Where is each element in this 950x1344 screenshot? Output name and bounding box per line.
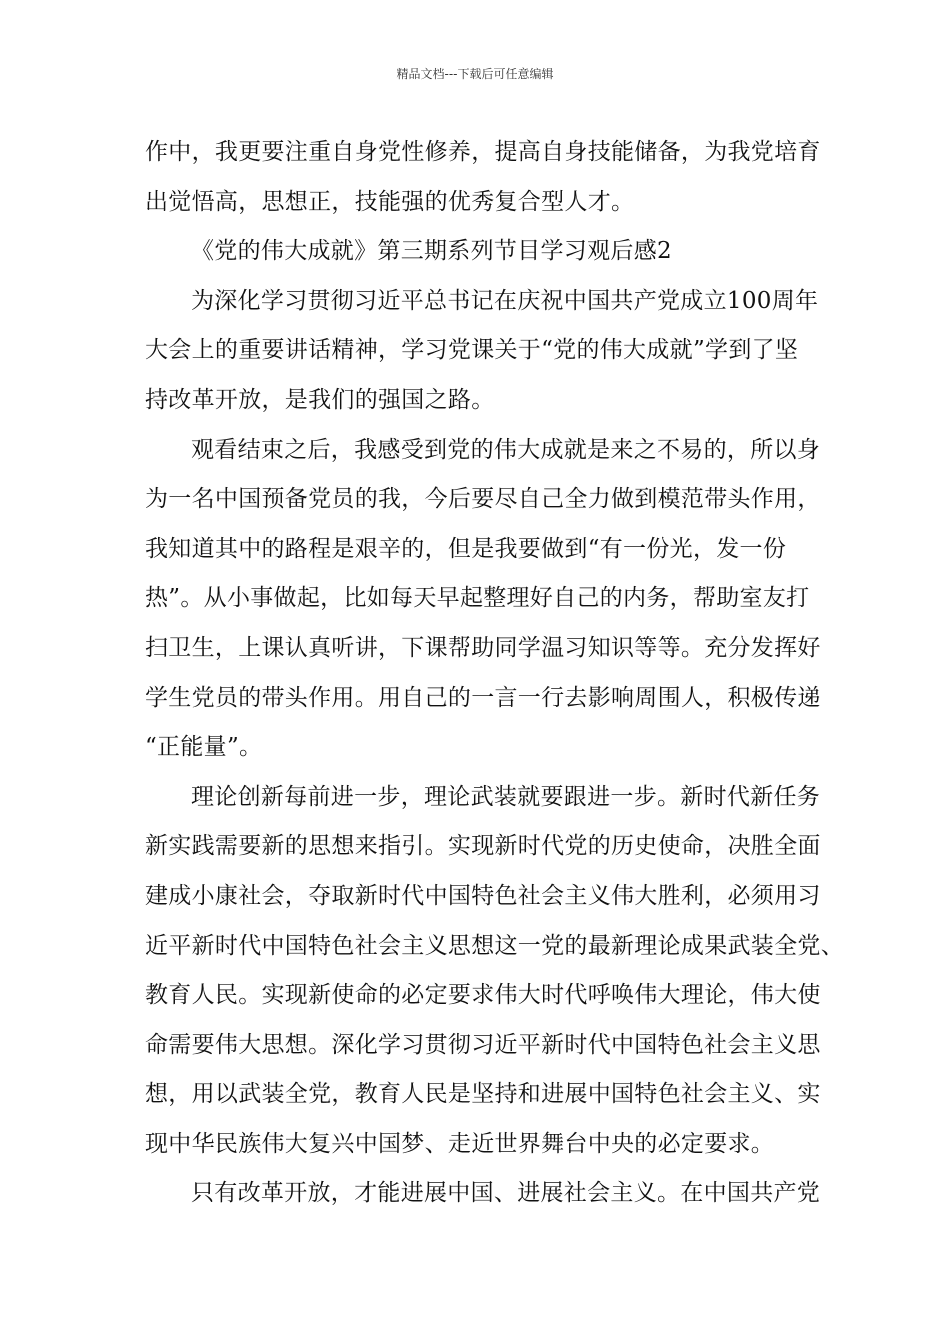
text-line: 新实践需要新的思想来指引。实现新时代党的历史使命，决胜全面 (145, 833, 821, 860)
text-line: 扫卫生，上课认真听讲，下课帮助同学温习知识等等。充分发挥好 (145, 634, 821, 661)
document-body (145, 128, 844, 1219)
text-line: 热”。从小事做起，比如每天早起整理好自己的内务，帮助室友打 (145, 585, 810, 612)
text-line: “正能量”。 (145, 734, 263, 761)
text-line: 大会上的重要讲话精神，学习党课关于“党的伟大成就”学到了坚 (145, 337, 799, 364)
text-line: 教育人民。实现新使命的必定要求伟大时代呼唤伟大理论，伟大使 (145, 982, 821, 1009)
text-line: 近平新时代中国特色社会主义思想这一党的最新理论成果武装全党、 (145, 932, 844, 959)
page-header: 精品文档---下载后可任意编辑 (396, 67, 554, 81)
text-line: 作中，我更要注重自身党性修养，提高自身技能储备，为我党培育 (145, 139, 821, 165)
text-line: 理论创新每前进一步，理论武装就要跟进一步。新时代新任务 (191, 783, 821, 810)
text-line: 观看结束之后，我感受到党的伟大成就是来之不易的，所以身 (191, 436, 821, 463)
text-line: 想，用以武装全党，教育人民是坚持和进展中国特色社会主义、实 (145, 1081, 821, 1108)
text-line: 为一名中国预备党员的我，今后要尽自己全力做到模范带头作用， (145, 486, 821, 513)
text-line: 命需要伟大思想。深化学习贯彻习近平新时代中国特色社会主义思 (145, 1031, 821, 1058)
text-line: 建成小康社会，夺取新时代中国特色社会主义伟大胜利，必须用习 (145, 882, 821, 909)
text-line: 持改革开放，是我们的强国之路。 (145, 386, 495, 413)
text-line: 出觉悟高，思想正，技能强的优秀复合型人才。 (145, 188, 635, 215)
text-line: 我知道其中的路程是艰辛的，但是我要做到“有一份光，发一份 (145, 535, 787, 562)
section-title: 《党的伟大成就》第三期系列节目学习观后感2 (191, 238, 672, 265)
text-line: 只有改革开放，才能进展中国、进展社会主义。在中国共产党 (191, 1180, 821, 1207)
text-line: 现中华民族伟大复兴中国梦、走近世界舞台中央的必定要求。 (145, 1130, 775, 1157)
text-line: 为深化学习贯彻习近平总书记在庆祝中国共产党成立100周年 (191, 287, 819, 314)
text-line: 学生党员的带头作用。用自己的一言一行去影响周围人，积极传递 (145, 684, 821, 711)
